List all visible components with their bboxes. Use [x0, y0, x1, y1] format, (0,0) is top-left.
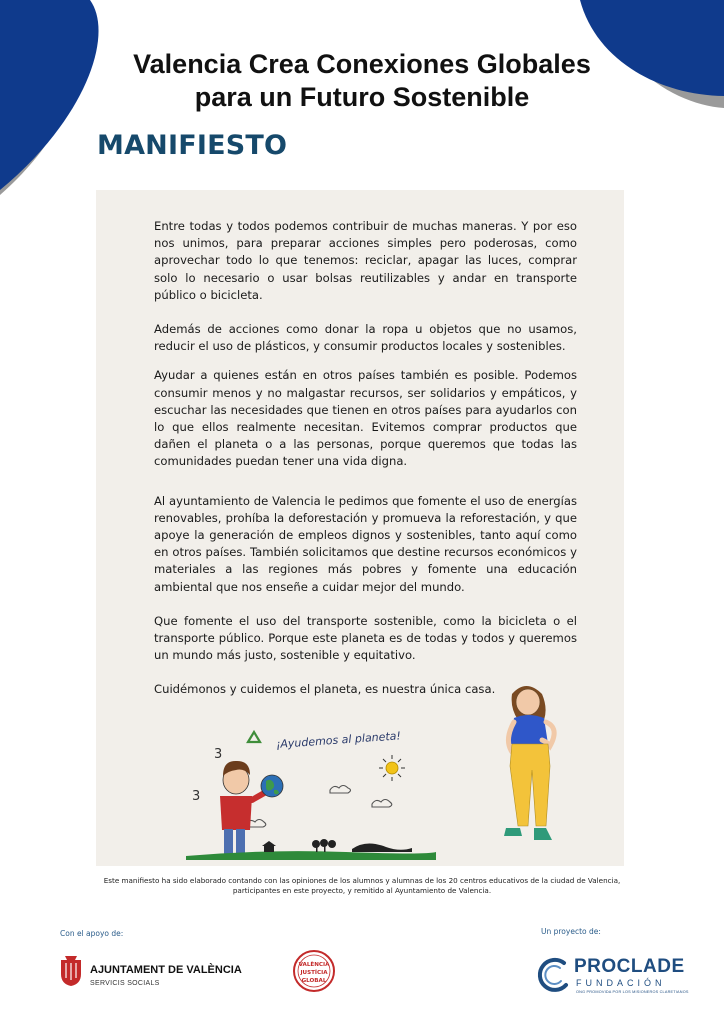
- svg-text:GLOBAL: GLOBAL: [301, 978, 327, 984]
- title-line-1: Valencia Crea Conexiones Globales: [133, 49, 591, 79]
- title-line-2: para un Futuro Sostenible: [194, 82, 530, 112]
- proclade-tagline: ONG PROMOVIDA POR LOS MISIONEROS CLARETIANOS: [576, 990, 689, 994]
- sun-icon: [379, 755, 405, 781]
- manifesto-paragraph-5: Que fomente el uso del transporte sostenible, como la bicicleta o el transporte público. Porque este planeta es de todas y todos y queremos un mundo más justo, sostenible y equitativo.: [154, 613, 577, 663]
- proclade-logo-icon: [536, 957, 572, 993]
- svg-text:JUSTÍCIA: JUSTÍCIA: [300, 970, 328, 976]
- manifesto-heading: MANIFIESTO: [97, 130, 288, 161]
- manifesto-paragraph-3: Ayudar a quienes están en otros países también es posible. Podemos consumir menos y no malgastar recursos, ser solidarios y empáticos, y escuchar las necesidades que tienen en otros países para ayudarlos con lo que ellos realmente necesitan. Evitemos comprar productos que dañen el planeta o a las personas, porque queremos que todas las comunidades puedan tener una vida digna.: [154, 368, 577, 469]
- support-label: Con el apoyo de:: [60, 929, 124, 938]
- ajuntament-subtitle: SERVICIS SOCIALS: [90, 980, 160, 987]
- girl-illustration: [490, 680, 570, 860]
- ajuntament-name: AJUNTAMENT DE VALÈNCIA: [90, 964, 242, 976]
- manifesto-paragraph-1: Entre todas y todos podemos contribuir de muchas maneras. Y por eso nos unimos, para preparar acciones simples pero poderosas, como aprovechar todo lo que tenemos: reciclar, apagar las luces, comprar solo lo necesario o usar bolsas reutilizables y andar en transporte público o bicicleta.: [154, 219, 577, 302]
- ajuntament-crest-icon: [56, 954, 86, 988]
- recycle-icon: [248, 732, 260, 742]
- drawing-caption: ¡Ayudemos al planeta!: [275, 729, 402, 751]
- boy-figure: [220, 761, 283, 855]
- svg-text:VALÈNCIA: VALÈNCIA: [298, 962, 330, 968]
- manifesto-paragraph-4: Al ayuntamiento de Valencia le pedimos que fomente el uso de energías renovables, prohíba la deforestación y promueva la reforestación, y que apoye la generación de empleos dignos y sostenibles, tanto aquí como en otros países. También solicitamos que destine recursos económicos y materiales a las regiones más pobres y fomente una educación ambiental que nos enseñe a cuidar mejor del mundo.: [154, 493, 577, 594]
- footnote: [80, 876, 644, 896]
- manifesto-paragraph-2: Además de acciones como donar la ropa u objetos que no usamos, reducir el uso de plásticos, y consumir productos locales y sostenibles.: [154, 322, 577, 354]
- svg-text:3: 3: [192, 789, 201, 804]
- page-title: [60, 48, 664, 114]
- footnote-line-2: participantes en este proyecto, y remitido al Ayuntamiento de Valencia.: [232, 886, 492, 895]
- proclade-name: PROCLADE: [574, 956, 685, 977]
- svg-text:3: 3: [214, 747, 223, 762]
- proclade-subtitle: FUNDACIÓN: [576, 978, 666, 988]
- footnote-line-1: Este manifiesto ha sido elaborado contando con las opiniones de los alumnos y alumnas de los 20 centros educativos de la ciudad de Valencia,: [103, 876, 621, 885]
- valencia-justicia-global-seal-icon: [292, 949, 336, 993]
- manifesto-body: [154, 218, 577, 716]
- manifesto-paragraph-6: Cuidémonos y cuidemos el planeta, es nuestra única casa.: [154, 682, 496, 697]
- project-label: Un proyecto de:: [541, 927, 601, 936]
